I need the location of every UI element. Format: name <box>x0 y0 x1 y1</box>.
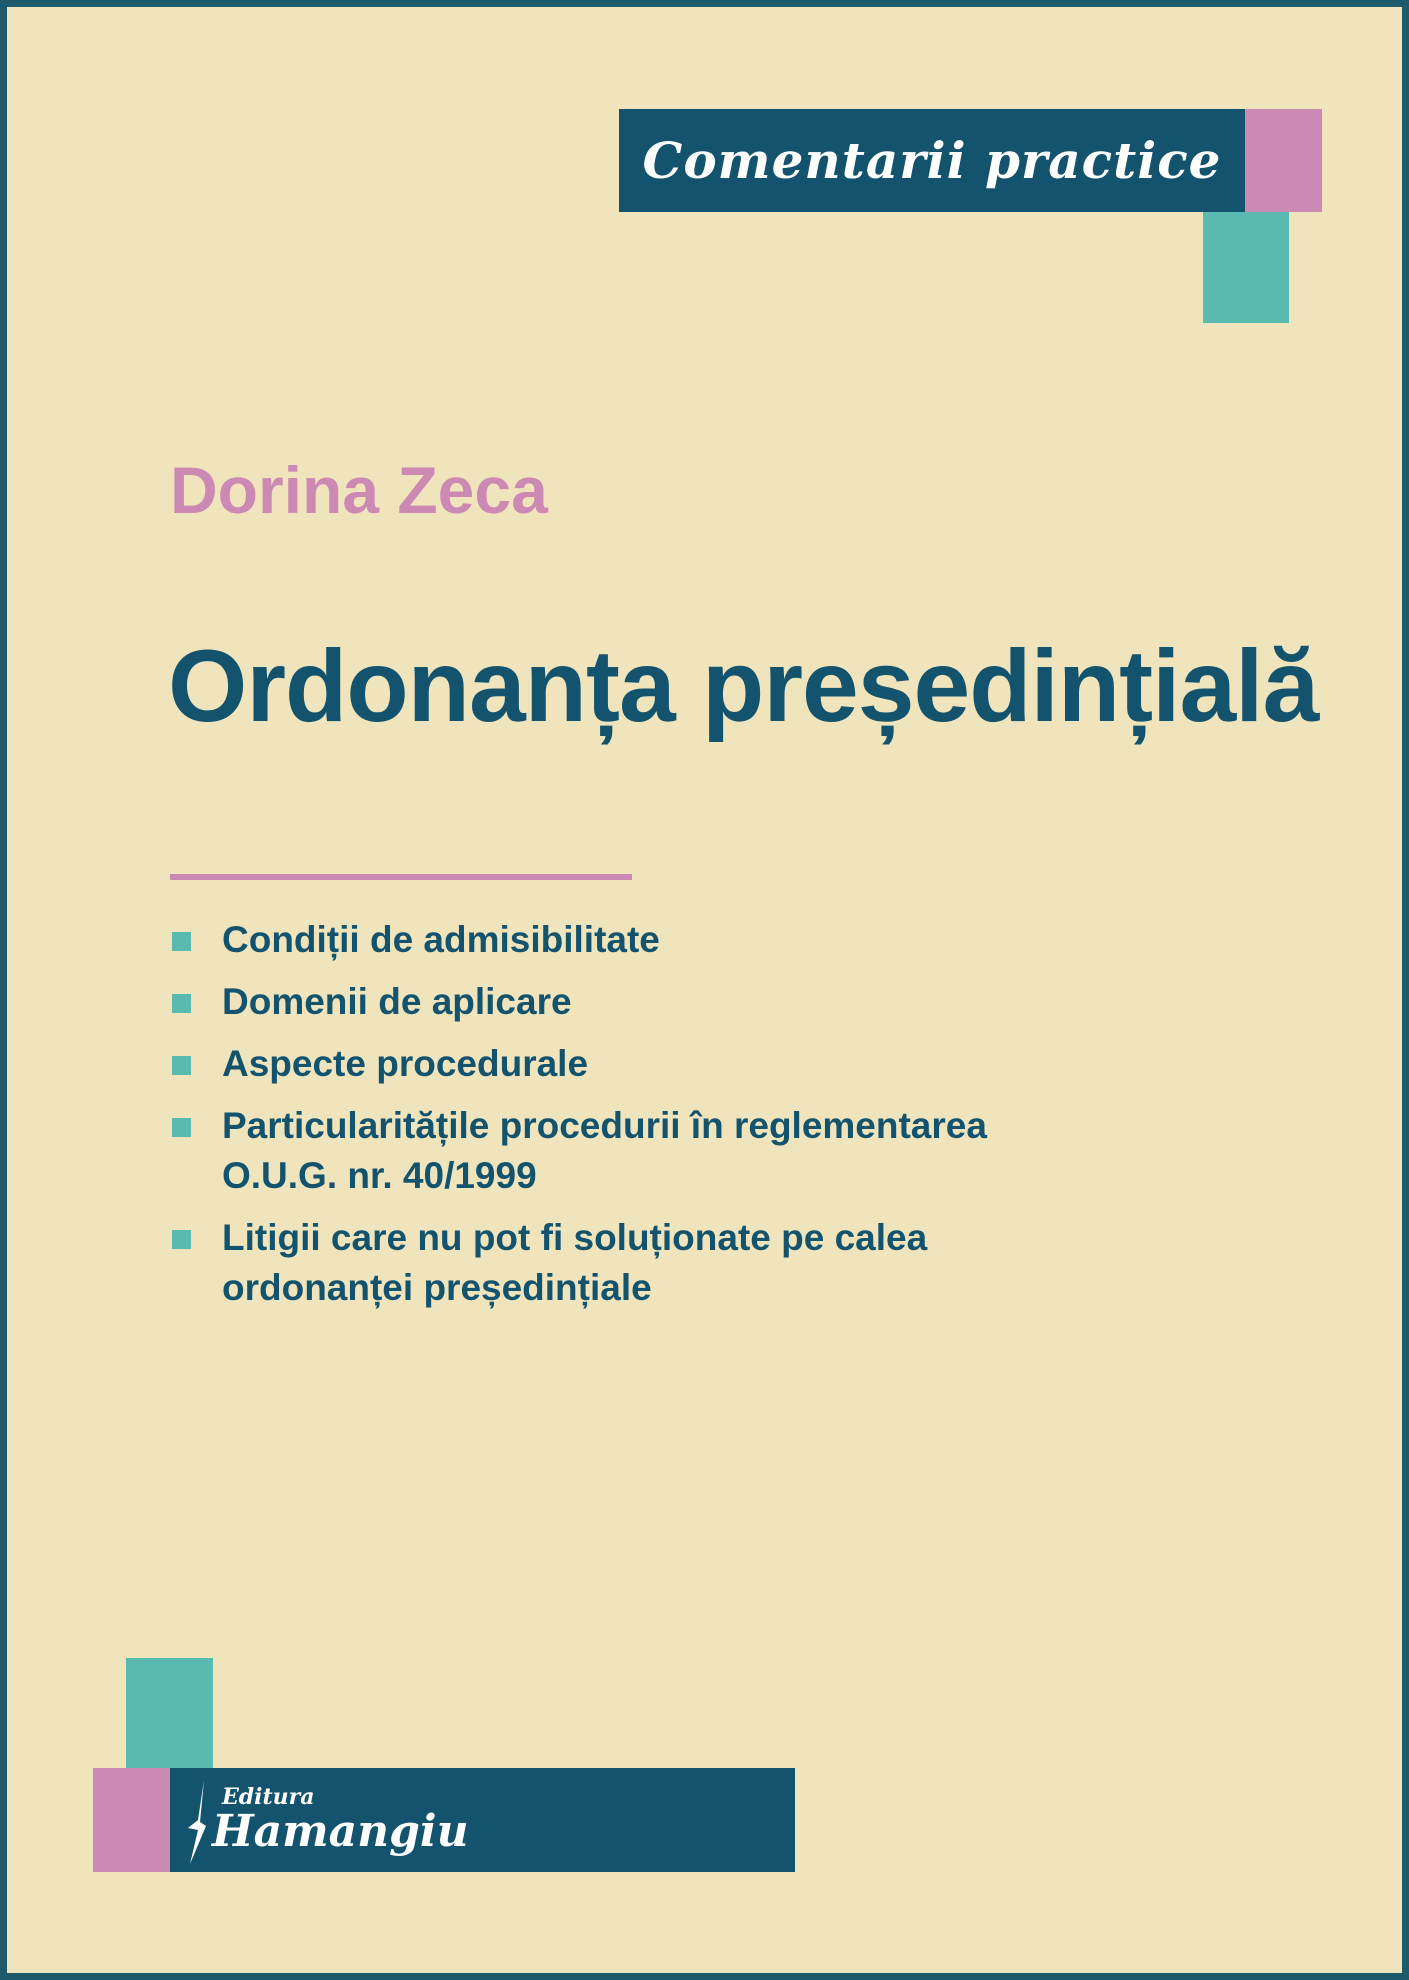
decor-teal-block-top <box>1203 212 1289 323</box>
publisher-prefix: Editura <box>222 1784 315 1810</box>
bullet-square-icon <box>172 1056 191 1075</box>
topic-list <box>170 915 1122 1325</box>
series-label: Comentarii practice <box>642 131 1222 190</box>
divider-line <box>170 874 632 880</box>
bullet-square-icon <box>172 994 191 1013</box>
topic-item: Aspecte procedurale <box>170 1039 1122 1089</box>
topic-item: Litigii care nu pot fi soluționate pe calea ordonanței președințiale <box>170 1213 1122 1313</box>
decor-pink-block-bottom <box>93 1768 170 1872</box>
topic-item: Particularitățile procedurii în reglementarea O.U.G. nr. 40/1999 <box>170 1101 1122 1201</box>
topic-item: Domenii de aplicare <box>170 977 1122 1027</box>
publisher-name: Hamangiu <box>212 1806 469 1857</box>
bullet-square-icon <box>172 932 191 951</box>
book-title: Ordonanța președințială <box>168 629 1319 743</box>
topic-item: Condiții de admisibilitate <box>170 915 1122 965</box>
decor-pink-block-top <box>1245 109 1322 212</box>
decor-teal-block-bottom <box>126 1658 213 1768</box>
bullet-square-icon <box>172 1118 191 1137</box>
author-name: Dorina Zeca <box>170 453 548 527</box>
publisher-logo <box>170 1768 795 1872</box>
bullet-square-icon <box>172 1230 191 1249</box>
